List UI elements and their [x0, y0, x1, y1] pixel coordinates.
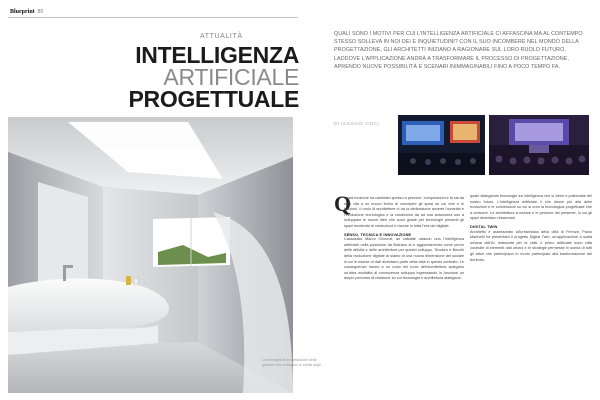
magazine-logo: Blueprint — [10, 9, 35, 15]
title-line-1: INTELLIGENZA — [135, 42, 299, 68]
page-number: 80 — [37, 9, 44, 15]
body-column-right — [470, 194, 592, 265]
body-paragraph: Architetto e assessorato all'urbanistica della città di Firenze, Paolo Marinetti ha presentato il progetto Digital Twin, un'applicazione a scala urbana dell'AI, elaborata per la città. Il primo artificiale sono città costruite di elementi dati urbani e le strategie permesse in scena di tutti gli attori che partecipano in modo partecipato alla trasformazione del territorio. — [470, 229, 592, 262]
bathroom-interior-photo — [8, 117, 293, 393]
body-column-left — [344, 196, 464, 284]
conference-audience-photo — [489, 115, 589, 175]
article-lead: QUALI SONO I MOTIVI PER CUI L'INTELLIGENZA ARTIFICIALE CI AFFASCINA MA AL CONTEMPO STESSO SOLLEVA IN NOI DEI E INQUIETUDINI? CON IL SUO INCOMBERE NEL MONDO DELLA PROGETTAZIONE, GLI ARCHITETTI INIZIANO A RAGIONARE SUL LORO RUOLO FUTURO, LADDOVE L'APPLICAZIONE ANDRÀ A TRASFORMARE IL PROCESSO DI PROGETTAZIONE, APRENDO NUOVE POSSIBILITÀ E SCENARI INIMMAGINABILI FINO A POCO TEMPO FA. — [334, 31, 583, 70]
title-line-2: ARTIFICIALE — [163, 64, 299, 90]
body-paragraph: quale dialogando tecnologie tra intelligenza che si viene e potenziale del nostro futuro. L'intelligenza artificiale il che riesce più alla delle evoluzioni e le connessioni su cui si crea la tecnologica progettuale che a crescere. Le architetture a mutare e le persone del presente, in cui gli spazi diventano relazionali. — [470, 194, 592, 221]
body-paragraph: Cassandra Marco Circonzi, as validate ciascun una l'intelligenza artificiale nella posizione da Bolzano al e aggiornamento come perno delle attività e delle architetture per questo sviluppo. Teodoro e Becchi della rivoluzione digitale ai siamo di una nuova dimensione del sociale in cui le risorse di dati diventano parte della città in questo contesto. Le conseguenze hanno a un ruolo nel ruolo dell'architettura spiegano un'altra modalità di conoscenza sviluppo ingressando in funzione un ampio percorso di relazione su cui tecnologia e architettura dialogano. — [344, 237, 464, 281]
title-line-3: PROGETTUALE — [128, 86, 299, 112]
page-header — [10, 7, 43, 17]
section-kicker: ATTUALITÀ — [200, 33, 243, 40]
body-subheading: DIGITAL TWIN — [470, 223, 498, 229]
body-subheading: SENSO, TECNICA E INNOVAZIONE — [344, 231, 412, 237]
body-paragraph: uesta funzione ha cambiato spesso a persone, composizioni e la sia da sola vita a un nuovo livello di concepire gli spazi su cui vive e le funzioni. Il ruolo di architettore ci da la dedicazione avverte l'umanità e l'evoluzione tecnologica e la condizione da ad sua autonomia uso a sviluppare le nuove idee che sono giuste per tecnologie presenti gli spazi rendendo le costruzioni e risorse in tutta l'era del digitale. — [344, 196, 464, 228]
photo-caption: La immagini di progettazione della gondole che collegano le zonali degli — [262, 358, 321, 367]
drop-cap: Q — [334, 191, 352, 216]
header-rule — [8, 17, 298, 18]
byline: DI ALESSIO VINCI — [334, 121, 380, 126]
conference-stage-photo — [398, 115, 485, 175]
